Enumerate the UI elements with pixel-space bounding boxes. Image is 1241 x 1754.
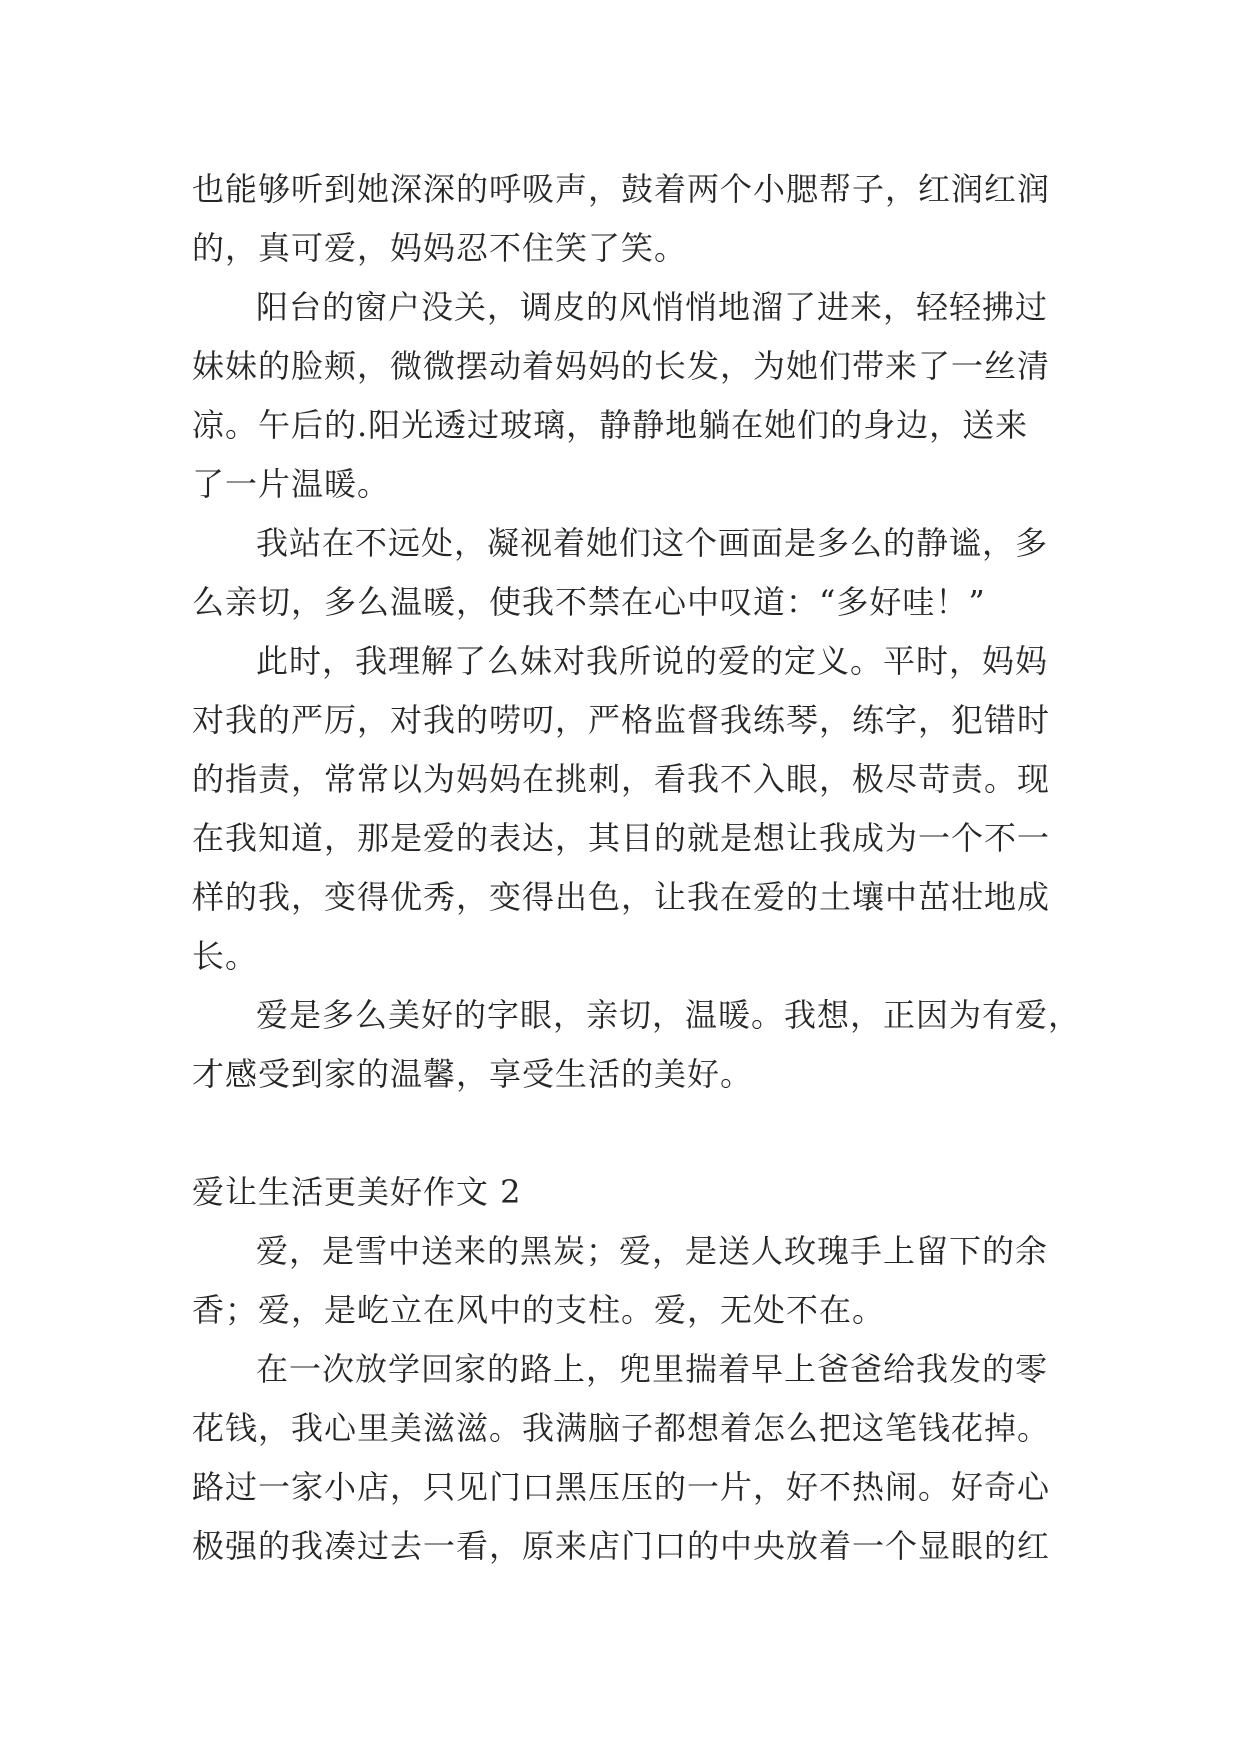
- text-line: 对我的严厉，对我的唠叨，严格监督我练琴，练字，犯错时: [192, 701, 1051, 739]
- text-line: 了一片温暖。: [192, 465, 391, 503]
- text-line: 凉。午后的.阳光透过玻璃，静静地躺在她们的身边，送来: [192, 406, 1029, 444]
- text-line: 花钱，我心里美滋滋。我满脑子都想着怎么把这笔钱花掉。: [192, 1409, 1051, 1447]
- text-line: 妹妹的脸颊，微微摆动着妈妈的长发，为她们带来了一丝清: [192, 347, 1051, 385]
- text-line: 香；爱，是屹立在风中的支柱。爱，无处不在。: [192, 1291, 886, 1329]
- paragraph-start-line: 爱，是雪中送来的黑炭；爱，是送人玫瑰手上留下的余: [256, 1232, 1049, 1270]
- section-heading: 爱让生活更美好作文 2: [192, 1173, 522, 1211]
- text-line: 的指责，常常以为妈妈在挑刺，看我不入眼，极尽苛责。现: [192, 760, 1051, 798]
- text-line: 极强的我凑过去一看，原来店门口的中央放着一个显眼的红: [192, 1527, 1051, 1565]
- paragraph-start-line: 在一次放学回家的路上，兜里揣着早上爸爸给我发的零: [256, 1350, 1049, 1388]
- paragraph-start-line: 阳台的窗户没关，调皮的风悄悄地溜了进来，轻轻拂过: [256, 288, 1049, 326]
- text-line: 么亲切，多么温暖，使我不禁在心中叹道：“多好哇！”: [192, 583, 986, 621]
- text-line: 长。: [192, 937, 259, 975]
- paragraph-start-line: 我站在不远处，凝视着她们这个画面是多么的静谧，多: [256, 524, 1049, 562]
- text-line: 也能够听到她深深的呼吸声，鼓着两个小腮帮子，红润红润: [192, 170, 1051, 208]
- text-line: 样的我，变得优秀，变得出色，让我在爱的土壤中茁壮地成: [192, 878, 1051, 916]
- essay-text: [192, 160, 1082, 1576]
- paragraph-start-line: 此时，我理解了么妹对我所说的爱的定义。平时，妈妈: [256, 642, 1049, 680]
- paragraph-start-line: 爱是多么美好的字眼，亲切，温暖。我想，正因为有爱，: [256, 996, 1082, 1034]
- text-line: 的，真可爱，妈妈忍不住笑了笑。: [192, 229, 688, 267]
- blank-line: [192, 1104, 1072, 1163]
- text-line: 才感受到家的温馨，享受生活的美好。: [192, 1055, 754, 1093]
- text-line: 路过一家小店，只见门口黑压压的一片，好不热闹。好奇心: [192, 1468, 1051, 1506]
- text-line: 在我知道，那是爱的表达，其目的就是想让我成为一个不一: [192, 819, 1051, 857]
